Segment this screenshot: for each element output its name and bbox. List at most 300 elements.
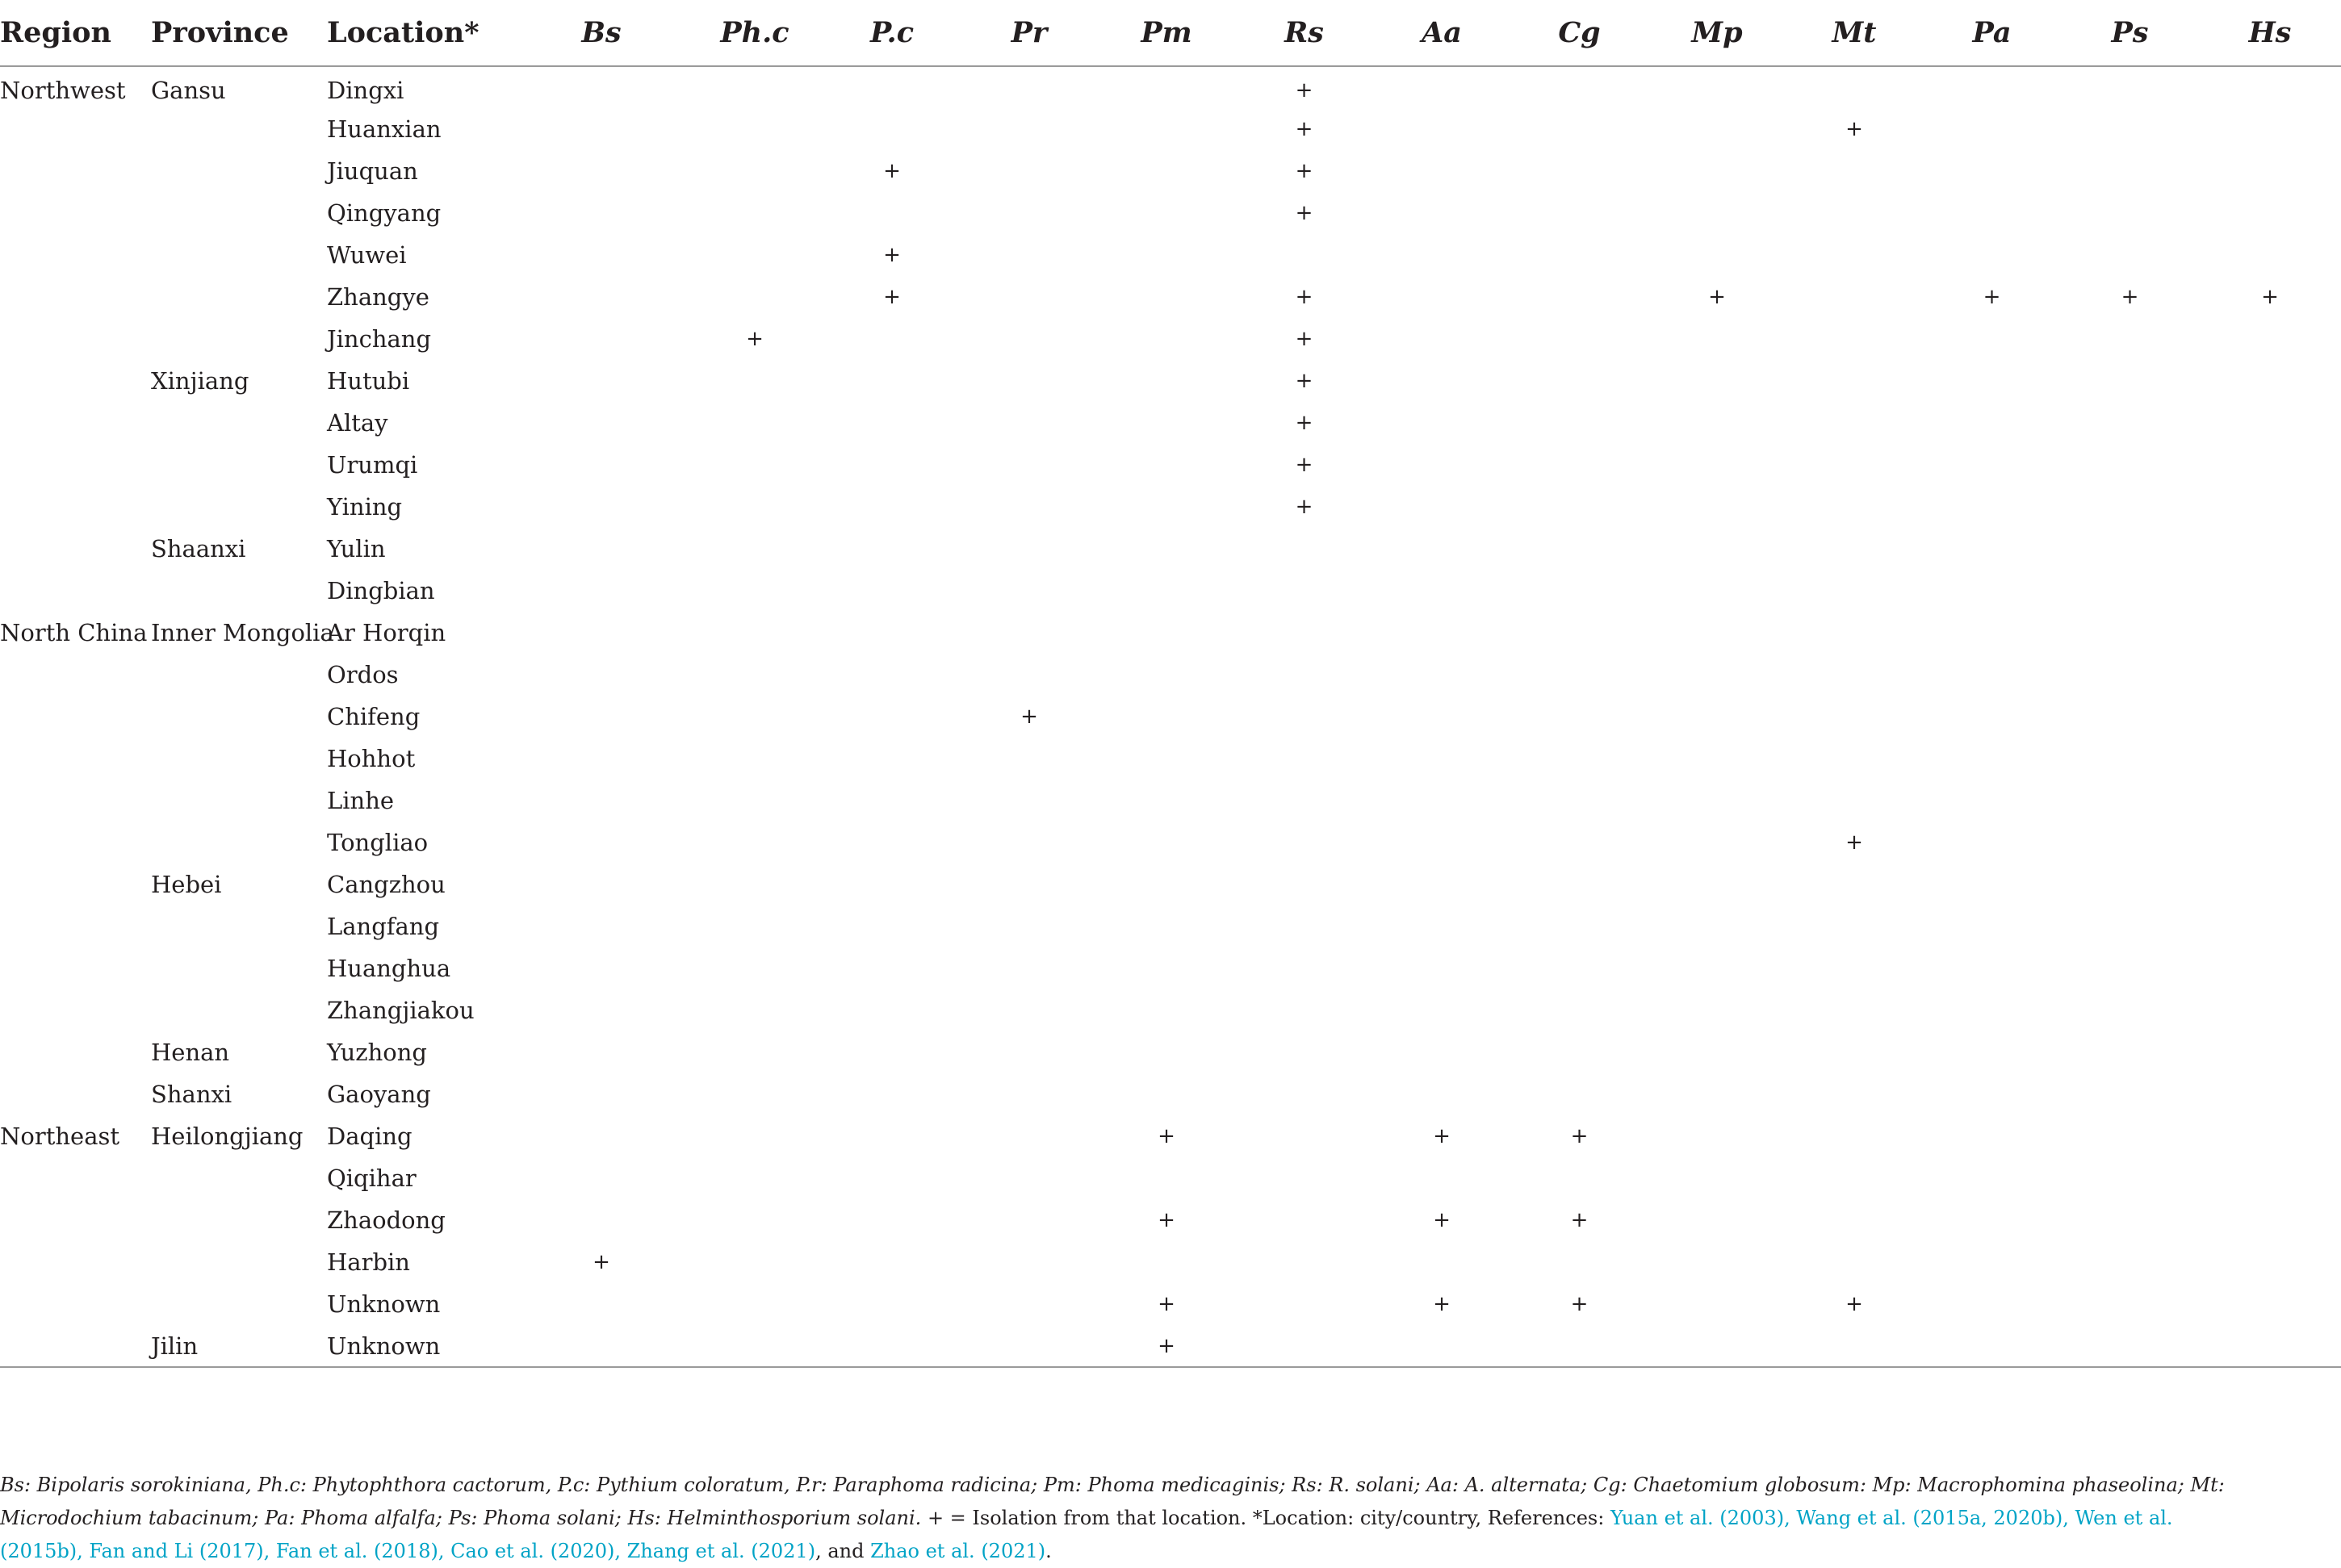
isolation-mark-cell [961,360,1098,402]
isolation-mark-cell [2199,1199,2341,1241]
isolation-mark-cell [1648,989,1786,1031]
isolation-mark-cell [517,402,686,444]
table-cell: Heilongjiang [151,1123,304,1150]
isolation-mark-cell [1510,654,1648,696]
table-cell [0,318,151,360]
isolation-mark-cell [2061,1115,2199,1157]
isolation-mark-cell [1923,528,2061,570]
column-header: Rs [1235,0,1373,66]
isolation-mark-cell [1510,486,1648,528]
isolation-mark-cell [1648,1115,1786,1157]
isolation-mark-cell [1923,486,2061,528]
table-cell: Jinchang [327,325,432,353]
isolation-mark-cell [1235,612,1373,654]
table-cell [0,276,151,318]
table-cell: Linhe [327,787,395,814]
isolation-mark-cell [517,863,686,905]
isolation-mark-cell [686,528,823,570]
table-cell [0,150,151,192]
table-row [0,1241,2341,1283]
isolation-mark-cell [2199,612,2341,654]
isolation-mark-cell [1510,863,1648,905]
table-body [0,66,2341,1367]
table-cell: Urumqi [327,451,418,479]
table-cell [151,905,327,947]
isolation-mark-cell [1098,654,1235,696]
isolation-mark-cell [686,1031,823,1073]
isolation-mark-cell [1373,1157,1510,1199]
isolation-mark-cell [686,863,823,905]
isolation-mark-cell [1923,1241,2061,1283]
isolation-mark-cell [2061,66,2199,108]
isolation-mark-cell [1373,318,1510,360]
isolation-mark-cell [823,108,961,150]
isolation-mark-cell [1786,1073,1923,1115]
isolation-mark-cell [1098,1073,1235,1115]
isolation-mark-cell [686,1283,823,1325]
isolation-mark-cell [961,612,1098,654]
table-cell: Unknown [327,1325,517,1367]
table-cell: Altay [327,409,388,437]
table-cell [0,570,151,612]
table-row [0,738,2341,780]
isolation-mark-cell [1786,738,1923,780]
isolation-mark-cell [1235,234,1373,276]
table-cell: Ordos [327,661,399,688]
isolation-mark-cell: + [1708,285,1726,309]
isolation-mark-cell [686,612,823,654]
isolation-mark-cell [2199,528,2341,570]
isolation-mark-cell [517,444,686,486]
isolation-mark-cell [2199,1073,2341,1115]
isolation-mark-cell [1373,192,1510,234]
isolation-mark-cell [1923,654,2061,696]
isolation-mark-cell [686,276,823,318]
table-cell [151,822,327,863]
isolation-mark-cell [1098,863,1235,905]
isolation-mark-cell [1923,947,2061,989]
isolation-mark-cell [2061,612,2199,654]
table-cell [151,738,327,780]
isolation-mark-cell [1235,822,1373,863]
isolation-mark-cell [2199,360,2341,402]
isolation-mark-cell [2199,192,2341,234]
isolation-mark-cell [961,66,1098,108]
isolation-mark-cell [1786,696,1923,738]
isolation-mark-cell [1098,905,1235,947]
table-cell: Inner Mongolia [151,619,334,646]
footnote-isolation-note: + = Isolation from that location. *Location: city/country, References: [921,1507,1610,1529]
isolation-mark-cell [1648,444,1786,486]
isolation-mark-cell [1923,402,2061,444]
table-cell [0,1241,151,1283]
isolation-mark-cell [1923,1157,2061,1199]
table-row [0,1031,2341,1073]
isolation-mark-cell: + [1295,201,1313,225]
isolation-mark-cell: + [1845,830,1863,855]
isolation-mark-cell [2199,486,2341,528]
isolation-mark-cell [1648,947,1786,989]
column-header: Location* [327,0,517,66]
isolation-mark-cell [1098,1241,1235,1283]
table-header [0,0,2341,66]
isolation-mark-cell [1373,863,1510,905]
table-row [0,863,2341,905]
isolation-mark-cell [2199,444,2341,486]
isolation-mark-cell [2061,738,2199,780]
table-cell: Northeast [0,1123,120,1150]
isolation-mark-cell [1786,654,1923,696]
isolation-mark-cell [517,1199,686,1241]
isolation-mark-cell [1923,318,2061,360]
isolation-mark-cell [686,108,823,150]
table-cell [0,1325,151,1367]
table-cell: Harbin [327,1248,410,1276]
isolation-mark-cell [1373,108,1510,150]
isolation-mark-cell [686,1157,823,1199]
isolation-mark-cell [2199,66,2341,108]
isolation-mark-cell [1648,612,1786,654]
isolation-mark-cell: + [1295,117,1313,141]
isolation-mark-cell [1235,1157,1373,1199]
table-cell [0,192,151,234]
isolation-mark-cell [1648,905,1786,947]
isolation-mark-cell: + [1845,117,1863,141]
isolation-mark-cell [1786,486,1923,528]
isolation-mark-cell: + [1295,369,1313,393]
isolation-mark-cell [823,1073,961,1115]
isolation-mark-cell [961,1325,1098,1367]
isolation-mark-cell [1373,1031,1510,1073]
column-header: Region [0,0,151,66]
isolation-mark-cell [2199,1157,2341,1199]
isolation-mark-cell: + [1020,705,1038,729]
isolation-mark-cell [1373,654,1510,696]
isolation-mark-cell: + [1295,453,1313,477]
isolation-mark-cell [686,1115,823,1157]
isolation-mark-cell [1923,108,2061,150]
table-cell: Zhangye [327,283,429,311]
isolation-mark-cell [961,1031,1098,1073]
isolation-mark-cell [1786,1157,1923,1199]
isolation-mark-cell [2061,1283,2199,1325]
isolation-mark-cell [1098,234,1235,276]
isolation-mark-cell [2199,318,2341,360]
isolation-mark-cell [2061,1241,2199,1283]
table-row [0,1115,2341,1157]
isolation-mark-cell [1510,612,1648,654]
isolation-mark-cell [823,738,961,780]
table-cell [0,360,151,402]
reference-links[interactable]: Yuan et al. (2003), Wang et al. (2015a, 2020b), Wen et al. (2015b), Fan and Li (2017), Fan et al. (2018), Cao et al. (2020), Zhang et al. (2021) [0,1507,2173,1562]
isolation-mark-cell [517,528,686,570]
isolation-mark-cell [1510,318,1648,360]
isolation-mark-cell [1510,570,1648,612]
table-row [0,905,2341,947]
isolation-mark-cell [1373,150,1510,192]
isolation-mark-cell [1098,192,1235,234]
table-cell: Hutubi [327,367,410,395]
isolation-mark-cell [1098,402,1235,444]
table-cell: Xinjiang [151,367,249,395]
isolation-mark-cell [1373,905,1510,947]
isolation-mark-cell [1510,528,1648,570]
isolation-mark-cell [686,696,823,738]
isolation-mark-cell [1098,696,1235,738]
isolation-mark-cell [1373,947,1510,989]
isolation-mark-cell [1510,402,1648,444]
isolation-mark-cell: + [1295,411,1313,435]
isolation-mark-cell [823,696,961,738]
isolation-mark-cell [1648,234,1786,276]
table-cell [151,192,327,234]
isolation-mark-cell [1786,276,1923,318]
isolation-mark-cell [2061,360,2199,402]
table-cell [151,696,327,738]
table-cell: Henan [151,1039,230,1066]
isolation-mark-cell: + [883,159,901,183]
table-cell: Huanghua [327,955,451,982]
isolation-mark-cell [1786,905,1923,947]
isolation-mark-cell [1923,1031,2061,1073]
isolation-mark-cell [1235,1241,1373,1283]
isolation-mark-cell [1786,612,1923,654]
isolation-mark-cell [1923,192,2061,234]
isolation-mark-cell [1786,444,1923,486]
table-row [0,822,2341,863]
isolation-mark-cell [961,863,1098,905]
table-cell [151,1283,327,1325]
isolation-mark-cell [1510,696,1648,738]
table-row [0,150,2341,192]
isolation-mark-cell: + [1158,1124,1175,1148]
isolation-mark-cell [1648,1031,1786,1073]
isolation-mark-cell: + [1295,327,1313,351]
table-cell: Dingxi [327,76,404,104]
isolation-mark-cell [1510,1073,1648,1115]
table-row [0,947,2341,989]
isolation-mark-cell [686,1073,823,1115]
table-row [0,192,2341,234]
table-cell: Hebei [151,871,222,898]
table-cell: Daqing [327,1123,413,1150]
isolation-mark-cell [517,989,686,1031]
isolation-mark-cell [1648,1157,1786,1199]
isolation-mark-cell [1648,696,1786,738]
table-row [0,1157,2341,1199]
isolation-mark-cell [1648,780,1786,822]
isolation-mark-cell [686,444,823,486]
isolation-mark-cell [686,1199,823,1241]
table-cell: Zhaodong [327,1206,446,1234]
isolation-mark-cell [1510,234,1648,276]
isolation-mark-cell [1098,1031,1235,1073]
isolation-mark-cell [2061,318,2199,360]
isolation-mark-cell [1786,150,1923,192]
isolation-mark-cell [1786,1199,1923,1241]
isolation-mark-cell: + [883,285,901,309]
table-cell: Dingbian [327,577,435,604]
reference-link-zhao[interactable]: Zhao et al. (2021) [870,1540,1046,1562]
isolation-mark-cell [1373,528,1510,570]
isolation-mark-cell: + [1570,1292,1589,1316]
isolation-mark-cell [1098,276,1235,318]
table-cell [151,234,327,276]
isolation-mark-cell [1235,1031,1373,1073]
isolation-mark-cell [2199,863,2341,905]
isolation-mark-cell [686,234,823,276]
isolation-mark-cell [2199,738,2341,780]
column-header: Pm [1098,0,1235,66]
table-cell [0,738,151,780]
table-cell [0,444,151,486]
isolation-mark-cell [1098,318,1235,360]
isolation-mark-cell [1510,1031,1648,1073]
isolation-mark-cell [1786,318,1923,360]
isolation-mark-cell [2199,696,2341,738]
isolation-mark-cell [1235,738,1373,780]
header-row [0,0,2341,66]
isolation-mark-cell [1923,822,2061,863]
isolation-mark-cell [2061,989,2199,1031]
table-cell [0,1157,151,1199]
table-footnote [0,1469,2236,1568]
table-cell [0,1073,151,1115]
isolation-mark-cell [1510,1241,1648,1283]
isolation-mark-cell [961,905,1098,947]
isolation-mark-cell [823,444,961,486]
isolation-mark-cell [1786,780,1923,822]
isolation-mark-cell [1510,108,1648,150]
column-header: Pa [1923,0,2061,66]
isolation-mark-cell [823,192,961,234]
isolation-mark-cell [1235,1115,1373,1157]
isolation-mark-cell [961,989,1098,1031]
isolation-mark-cell [961,402,1098,444]
table-cell: North China [0,619,148,646]
isolation-mark-cell [1923,444,2061,486]
isolation-mark-cell [823,1283,961,1325]
isolation-mark-cell [1235,570,1373,612]
isolation-mark-cell [1510,1325,1648,1367]
isolation-mark-cell [1786,863,1923,905]
isolation-mark-cell [1648,150,1786,192]
column-header: Hs [2199,0,2341,66]
isolation-mark-cell [961,780,1098,822]
isolation-mark-cell [961,528,1098,570]
isolation-mark-cell [686,1241,823,1283]
isolation-mark-cell [2199,1115,2341,1157]
table-cell [0,234,151,276]
isolation-mark-cell [823,402,961,444]
isolation-mark-cell [517,360,686,402]
isolation-mark-cell [686,570,823,612]
isolation-mark-cell [2061,1199,2199,1241]
isolation-mark-cell [1923,1115,2061,1157]
isolation-mark-cell [823,989,961,1031]
isolation-mark-cell [517,150,686,192]
table-cell [0,402,151,444]
isolation-mark-cell [1098,528,1235,570]
isolation-mark-cell [823,1199,961,1241]
isolation-mark-cell [823,1241,961,1283]
isolation-mark-cell [1235,528,1373,570]
table-row [0,612,2341,654]
isolation-mark-cell [2199,1031,2341,1073]
isolation-mark-cell [1098,612,1235,654]
table-cell: Gansu [151,76,226,104]
table-cell [0,1031,151,1073]
table-row [0,1073,2341,1115]
isolation-mark-cell [517,612,686,654]
isolation-mark-cell [1786,989,1923,1031]
isolation-mark-cell [686,780,823,822]
isolation-mark-cell [823,863,961,905]
isolation-mark-cell [961,234,1098,276]
table-row [0,1283,2341,1325]
isolation-mark-cell [686,402,823,444]
table-cell: Zhangjiakou [327,997,475,1024]
isolation-mark-cell [1648,738,1786,780]
table-cell [151,570,327,612]
table-cell: Chifeng [327,703,421,730]
table-cell [151,486,327,528]
isolation-mark-cell [961,1073,1098,1115]
isolation-mark-cell [1235,905,1373,947]
table-row [0,696,2341,738]
isolation-mark-cell [686,66,823,108]
table-cell: Shaanxi [151,535,246,562]
isolation-mark-cell [1648,108,1786,150]
isolation-mark-cell [823,66,961,108]
isolation-mark-cell: + [593,1250,610,1274]
isolation-mark-cell [1648,402,1786,444]
isolation-mark-cell [1510,1157,1648,1199]
isolation-mark-cell [1648,1199,1786,1241]
isolation-mark-cell [2061,528,2199,570]
isolation-mark-cell [517,822,686,863]
isolation-mark-cell [1098,738,1235,780]
table-row [0,1325,2341,1367]
isolation-mark-cell [823,780,961,822]
isolation-mark-cell [1923,738,2061,780]
isolation-mark-cell [1235,654,1373,696]
isolation-mark-cell [1235,1325,1373,1367]
isolation-mark-cell [2061,1031,2199,1073]
isolation-mark-cell [2199,822,2341,863]
column-header: Cg [1510,0,1648,66]
isolation-mark-cell [2199,234,2341,276]
isolation-mark-cell [1923,66,2061,108]
isolation-mark-cell [1510,780,1648,822]
isolation-mark-cell [1923,1073,2061,1115]
table-cell [0,780,151,822]
isolation-mark-cell [1923,989,2061,1031]
table-row [0,360,2341,402]
isolation-mark-cell [517,192,686,234]
table-cell [151,276,327,318]
isolation-mark-cell [2061,1073,2199,1115]
isolation-mark-cell [2199,1325,2341,1367]
table-cell [151,654,327,696]
isolation-mark-cell [2061,696,2199,738]
isolation-mark-cell [517,570,686,612]
isolation-mark-cell [2061,947,2199,989]
footnote-abbreviations: Bs: Bipolaris sorokiniana, Ph.c: Phytophthora cactorum, P.c: Pythium coloratum, P.r: Paraphoma radicina; Pm: Phoma medicaginis; Rs: R. solani; Aa: A. alternata; Cg: Chaetomium globosum: Mp: Macrophomina phaseolina; Mt: Microdochium tabacinum; Pa: Phoma alfalfa; Ps: Phoma solani; Hs: Helminthosporium solani. [0,1474,2225,1529]
isolation-mark-cell: + [1295,495,1313,519]
isolation-mark-cell [1786,947,1923,989]
isolation-mark-cell [961,486,1098,528]
